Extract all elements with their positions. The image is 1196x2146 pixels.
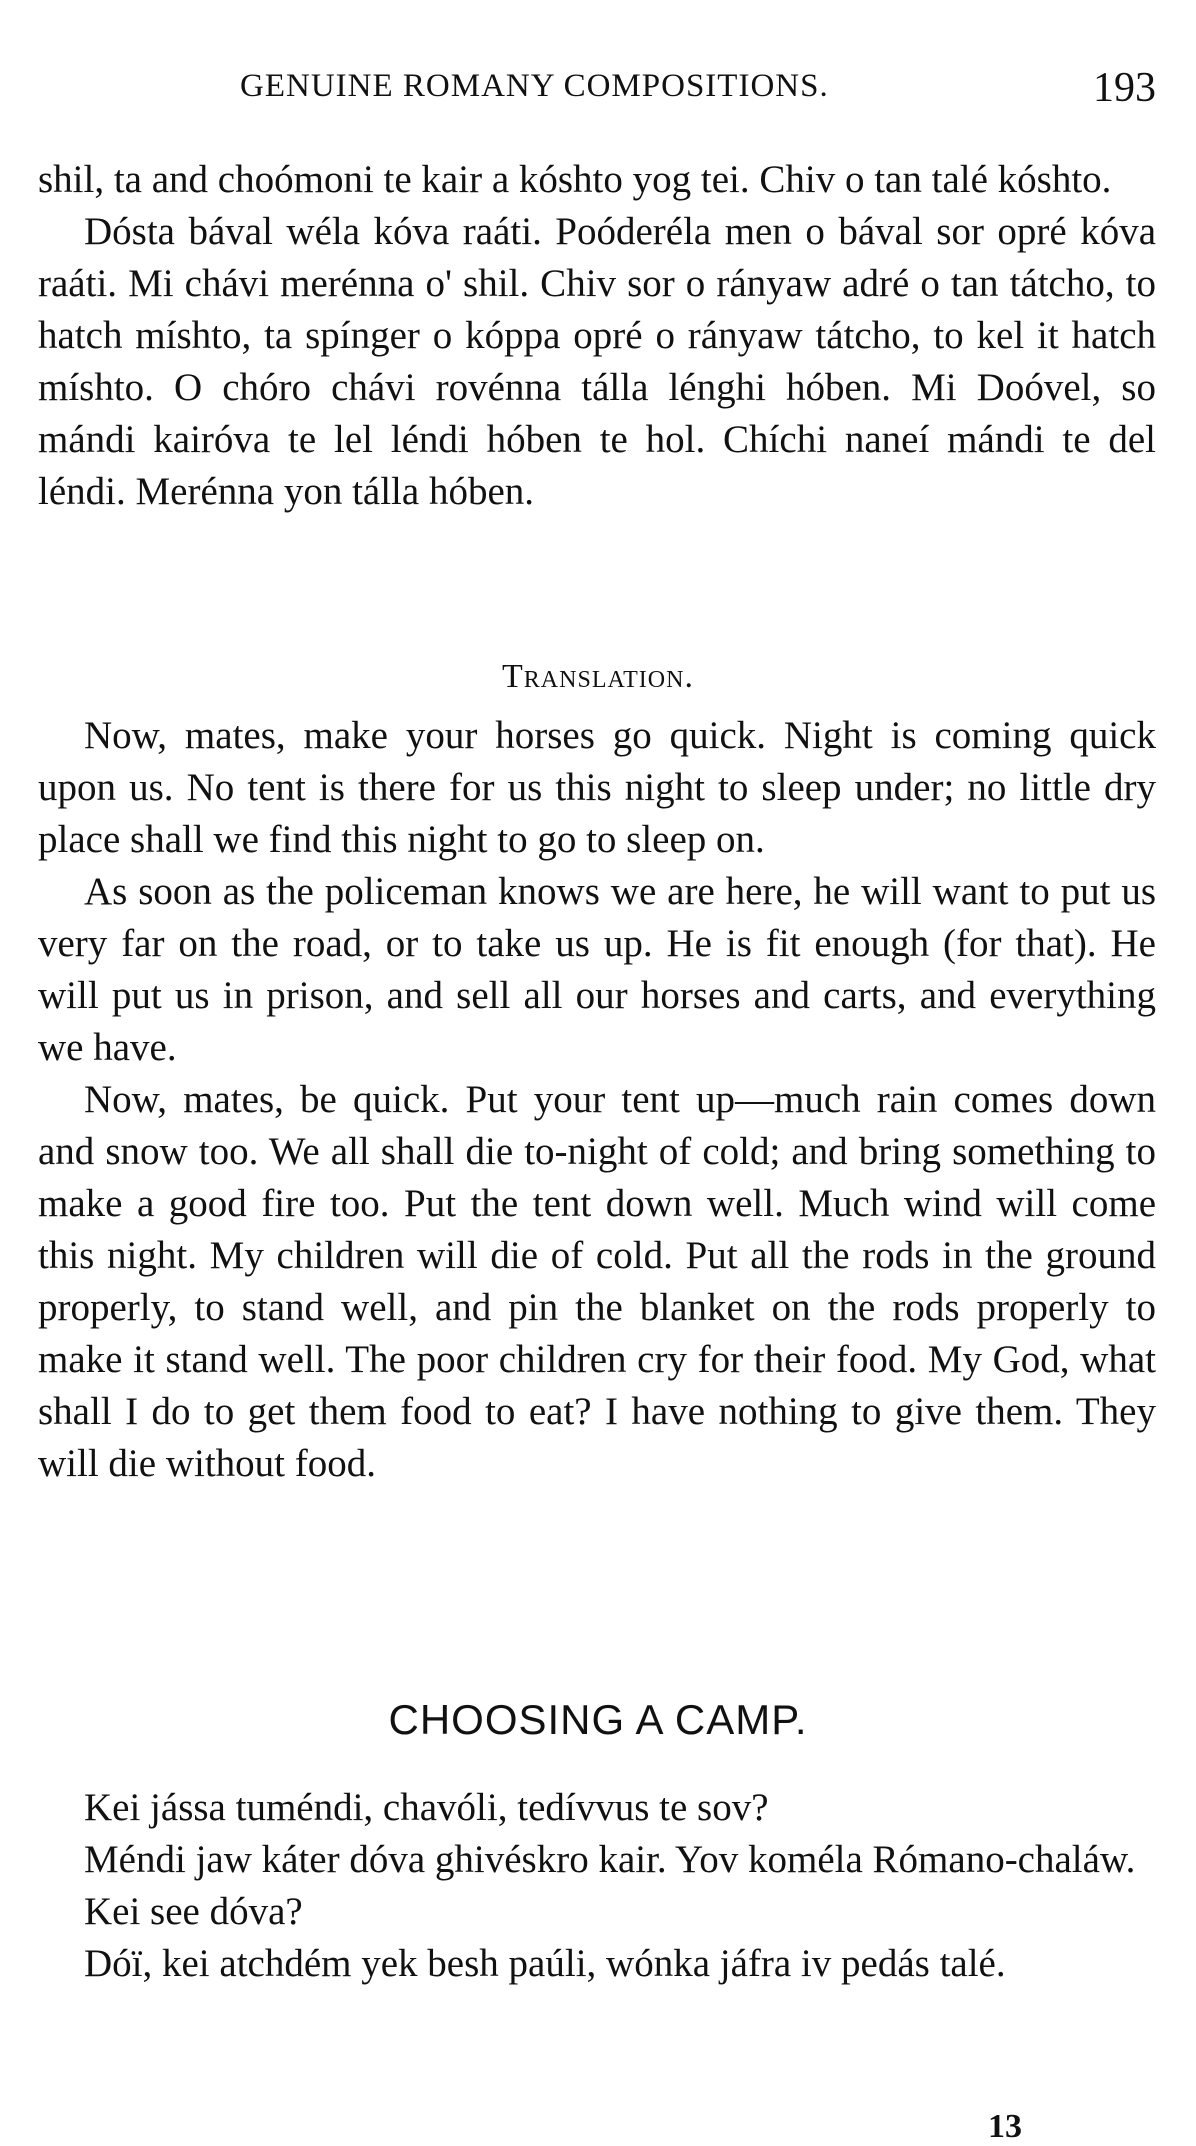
romany-text-block [38,154,1156,518]
choosing-paragraph-1: Kei jássa tuméndi, chavóli, tedívvus te sov? [84,1786,769,1829]
romany-paragraph-1: shil, ta and choómoni te kair a kóshto yog tei. Chiv o tan talé kóshto. [38,158,1112,201]
choosing-paragraph-4: Dóï, kei atchdém yek besh paúli, wónka jáfra iv pedás talé. [84,1942,1006,1985]
section-heading-choosing-a-camp: CHOOSING A CAMP. [388,1696,808,1743]
translation-paragraph-3: Now, mates, be quick. Put your tent up—much rain comes down and snow too. We all shall die to-night of cold; and bring something to make a good fire too. Put the tent down well. Much wind will come this night. My children will die of cold. Put all the rods in the ground properly, to stand well, and pin the blanket on the rods properly to make it stand well. The poor children cry for their food. My God, what shall I do to get them food to eat? I have nothing to give them. They will die without food. [38,1078,1156,1485]
running-head [40,64,1156,114]
translation-paragraph-1: Now, mates, make your horses go quick. Night is coming quick upon us. No tent is there for us this night to sleep under; no little dry place shall we find this night to go to sleep on. [38,714,1156,861]
translation-paragraph-2: As soon as the policeman knows we are here, he will want to put us very far on the road, or to take us up. He is fit enough (for that). He will put us in prison, and sell all our horses and carts, and everything we have. [38,870,1156,1069]
running-title: GENUINE ROMANY COMPOSITIONS. [240,68,829,104]
translation-heading: Translation. [502,658,694,695]
choosing-camp-block [38,1782,1156,1990]
page-number: 193 [1093,65,1156,111]
choosing-paragraph-2: Méndi jaw káter dóva ghivéskro kair. Yov koméla Rómano-chaláw. [84,1838,1136,1881]
translation-block [38,710,1156,1490]
romany-paragraph-2: Dósta bával wéla kóva raáti. Poóderéla men o bával sor opré kóva raáti. Mi chávi merénna o' shil. Chiv sor o rányaw adré o tan tátcho, to hatch míshto, ta spínger o kóppa opré o rányaw tátcho, to kel it hatch míshto. O chóro chávi rovénna tálla lénghi hóben. Mi Doóvel, so mándi kairóva te lel léndi hóben te hol. Chíchi naneí mándi te del léndi. Merénna yon tálla hóben. [38,210,1156,513]
signature-mark: 13 [988,2108,1022,2145]
choosing-paragraph-3: Kei see dóva? [84,1890,303,1933]
